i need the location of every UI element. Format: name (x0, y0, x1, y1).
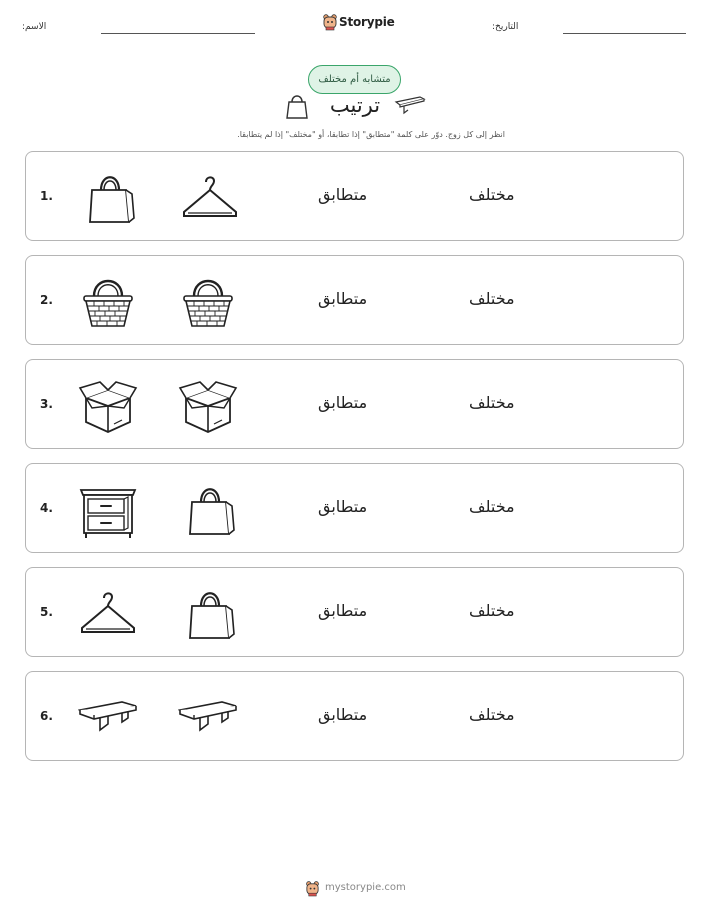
date-field-line[interactable] (563, 33, 686, 34)
name-field-line[interactable] (101, 33, 255, 34)
row-number: 1. (40, 189, 53, 203)
shelf-icon (78, 688, 138, 748)
match-option[interactable]: متطابق (318, 601, 368, 620)
shelf-icon (394, 95, 426, 115)
match-option[interactable]: متطابق (318, 705, 368, 724)
nightstand-icon (78, 480, 138, 540)
box-icon (178, 376, 238, 436)
match-option[interactable]: متطابق (318, 497, 368, 516)
row-number: 6. (40, 709, 53, 723)
bag-icon (284, 91, 310, 121)
brand-logo (322, 12, 395, 34)
page-title: ترتيب (329, 93, 381, 117)
different-option[interactable]: مختلف (469, 705, 515, 724)
exercise-row-2 (25, 255, 684, 345)
hanger-icon (180, 168, 240, 228)
instructions: انظر إلى كل زوج. دوّر على كلمة "متطابق" إذا تطابقا، أو "مختلف" إذا لم يتطابقا. (237, 130, 505, 139)
shelf-icon (178, 688, 238, 748)
brand-name: Storypie (339, 15, 395, 29)
different-option[interactable]: مختلف (469, 601, 515, 620)
basket-icon (78, 272, 138, 332)
exercise-row-5 (25, 567, 684, 657)
footer-site-link[interactable]: mystorypie.com (325, 882, 406, 893)
category-pill: متشابه أم مختلف (308, 65, 401, 94)
different-option[interactable]: مختلف (469, 497, 515, 516)
bag-icon (80, 168, 140, 228)
row-number: 2. (40, 293, 53, 307)
row-number: 3. (40, 397, 53, 411)
date-label: التاريخ: (492, 22, 519, 32)
different-option[interactable]: مختلف (469, 185, 515, 204)
bag-icon (180, 584, 240, 644)
different-option[interactable]: مختلف (469, 289, 515, 308)
storypie-mascot-icon (322, 13, 338, 31)
footer (305, 880, 415, 898)
match-option[interactable]: متطابق (318, 289, 368, 308)
box-icon (78, 376, 138, 436)
row-number: 4. (40, 501, 53, 515)
exercise-row-1 (25, 151, 684, 241)
exercise-row-3 (25, 359, 684, 449)
hanger-icon (78, 584, 138, 644)
name-label: الاسم: (22, 22, 47, 32)
row-number: 5. (40, 605, 53, 619)
match-option[interactable]: متطابق (318, 185, 368, 204)
match-option[interactable]: متطابق (318, 393, 368, 412)
different-option[interactable]: مختلف (469, 393, 515, 412)
bag-icon (180, 480, 240, 540)
exercise-row-6 (25, 671, 684, 761)
exercise-row-4 (25, 463, 684, 553)
storypie-mascot-icon (305, 880, 320, 897)
basket-icon (178, 272, 238, 332)
